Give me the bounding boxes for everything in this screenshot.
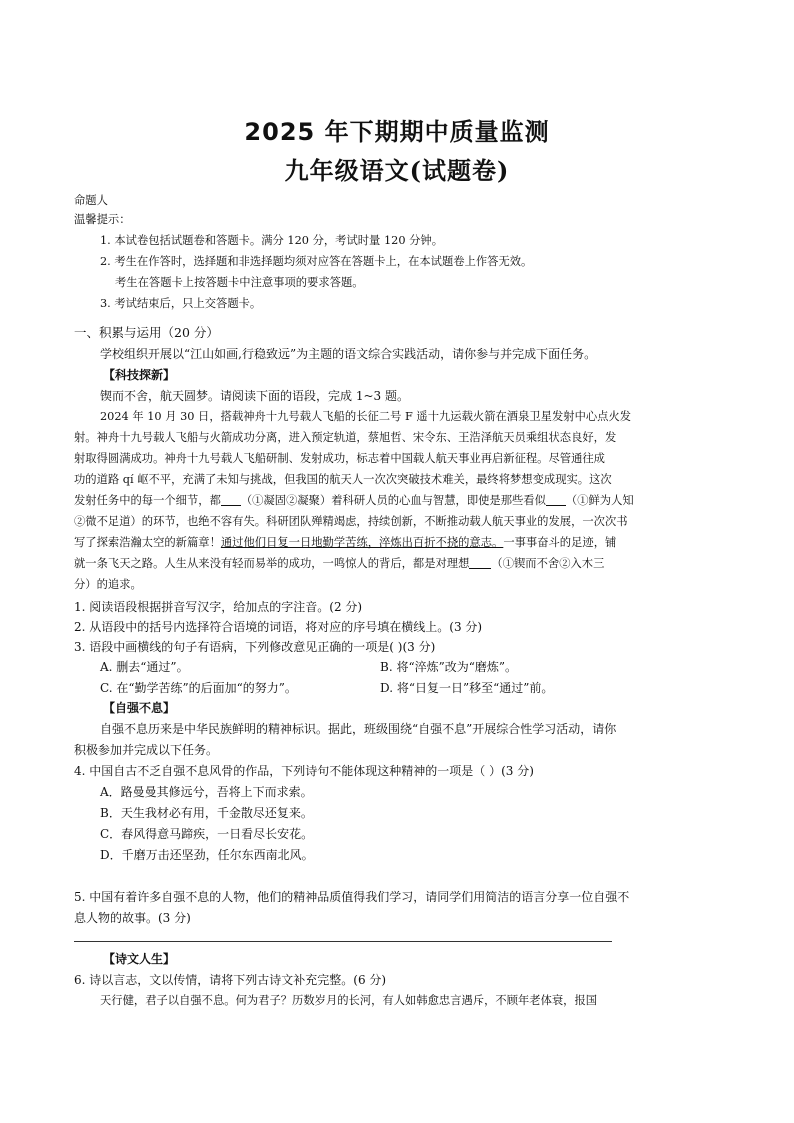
question-2: 2. 从语段中的括号内选择符合语境的词语，将对应的序号填在横线上。(3 分) [74,620,483,634]
passage-line-5-a: 发射任务中的每一个细节，都 [74,494,221,507]
tip-2: 2. 考生在作答时，选择题和非选择题均须对应答在答题卡上，在本试题卷上作答无效。 [100,255,533,268]
passage-line-5 [74,493,634,509]
question-6-text: 天行健，君子以自强不息。何为君子？历数岁月的长河，有人如韩愈忠言遇斥，不顾年老体衰，报国 [100,994,598,1007]
part-intro-line-1: 自强不息历来是中华民族鲜明的精神标识。据此，班级围绕“自强不息”开展综合性学习活动，请你 [100,722,617,736]
question-6: 6. 诗以言志，文以传情，请将下列古诗文补充完整。(6 分) [74,973,387,987]
q3-option-c: C. 在“勤学苦练”的后面加“的努力”。 [100,681,297,695]
passage-line-8 [74,556,604,572]
tip-1: 1. 本试卷包括试题卷和答题卡。满分 120 分，考试时量 120 分钟。 [100,234,443,247]
author-label: 命题人 [74,194,108,207]
fill-blank-1 [221,493,241,506]
q4-option-a: A．路曼曼其修远兮，吾将上下而求索。 [100,785,313,799]
passage-line-5-b: （①凝固②凝聚）着科研人员的心血与智慧，即使是那些看似 [240,494,546,507]
q3-option-b: B. 将“淬炼”改为“磨炼”。 [380,660,517,674]
passage-line-4: 功的道路 qí 岖不平，充满了未知与挑战，但我国的航天人一次次突破技术难关，最终将梦想变成现实。这次 [74,473,612,486]
q4-option-c: C．春风得意马蹄疾，一日看尽长安花。 [100,827,314,841]
part-label-poetry: 【诗文人生】 [103,952,176,966]
passage-line-7-a: 写了探索浩瀚太空的新篇章！ [74,536,221,549]
section-intro: 学校组织开展以“江山如画,行稳致远”为主题的语文综合实践活动，请你参与并完成下面任务。 [100,347,597,361]
question-1: 1. 阅读语段根据拼音写汉字，给加点的字注音。(2 分) [74,600,363,614]
question-4: 4. 中国自古不乏自强不息风骨的作品，下列诗句不能体现这种精神的一项是（ ）(3 分) [74,764,534,778]
tip-2-continued: 考生在答题卡上按答题卡中注意事项的要求答题。 [115,276,364,289]
q3-option-d: D. 将“日复一日”移至“通过”前。 [380,681,554,695]
question-5-line-1: 5. 中国有着许多自强不息的人物，他们的精神品质值得我们学习，请同学们用简洁的语言分享一位自强不 [74,890,630,904]
section-heading: 一、积累与运用（20 分） [74,325,219,340]
passage-line-8-b: （①锲而不舍②入木三 [491,557,605,570]
q4-option-b: B．天生我材必有用，千金散尽还复来。 [100,806,313,820]
question-5-line-2: 息人物的故事。(3 分) [74,911,191,925]
part-intro-line-2: 积极参加并完成以下任务。 [74,743,219,757]
fill-blank-2 [546,493,566,506]
passage-line-7-b: 一事事奋斗的足迹，铺 [503,536,617,549]
passage-line-7 [74,535,616,551]
q4-option-d: D．千磨万击还坚劲，任尔东西南北风。 [100,848,314,862]
exam-subtitle: 九年级语文(试题卷) [284,156,510,185]
underlined-faulty-sentence: 通过他们日复一日地勤学苦练，淬炼出百折不挠的意志。 [220,536,504,549]
fill-blank-3 [469,556,491,569]
tip-3: 3. 考试结束后，只上交答题卡。 [100,297,262,310]
exam-title: 2025 年下期期中质量监测 [244,118,550,146]
passage-line-8-a: 就一条飞天之路。人生从来没有轻而易举的成功，一鸣惊人的背后，都是对理想 [74,557,470,570]
passage-line-5-c: （①鲜为人知 [565,494,634,507]
question-3: 3. 语段中画横线的句子有语病，下列修改意见正确的一项是( )(3 分) [74,640,436,654]
q3-option-a: A. 删去“通过”。 [100,660,189,674]
part-lead-tech: 锲而不舍，航天圆梦。请阅读下面的语段，完成 1~3 题。 [100,389,409,403]
passage-line-6: ②微不足道）的环节，也绝不容有失。科研团队殚精竭虑，持续创新，不断推动载人航天事业的发展，一次次书 [74,515,628,528]
tips-label: 温馨提示： [74,213,131,226]
part-label-self-strength: 【自强不息】 [103,701,176,715]
passage-line-2: 射。神舟十九号载人飞船与火箭成功分离，进入预定轨道，蔡旭哲、宋令东、王浩泽航天员乘组状态良好，发 [74,431,617,444]
passage-line-1: 2024 年 10 月 30 日，搭载神舟十九号载人飞船的长征二号 F 遥十九运载火箭在酒泉卫星发射中心点火发 [100,410,632,423]
passage-line-3: 射取得圆满成功。神舟十九号载人飞船研制、发射成功，标志着中国载人航天事业再启新征程。尽管通往成 [74,452,605,465]
answer-line [74,941,612,942]
passage-line-9: 分）的追求。 [74,578,142,591]
part-label-tech: 【科技探新】 [103,368,176,382]
